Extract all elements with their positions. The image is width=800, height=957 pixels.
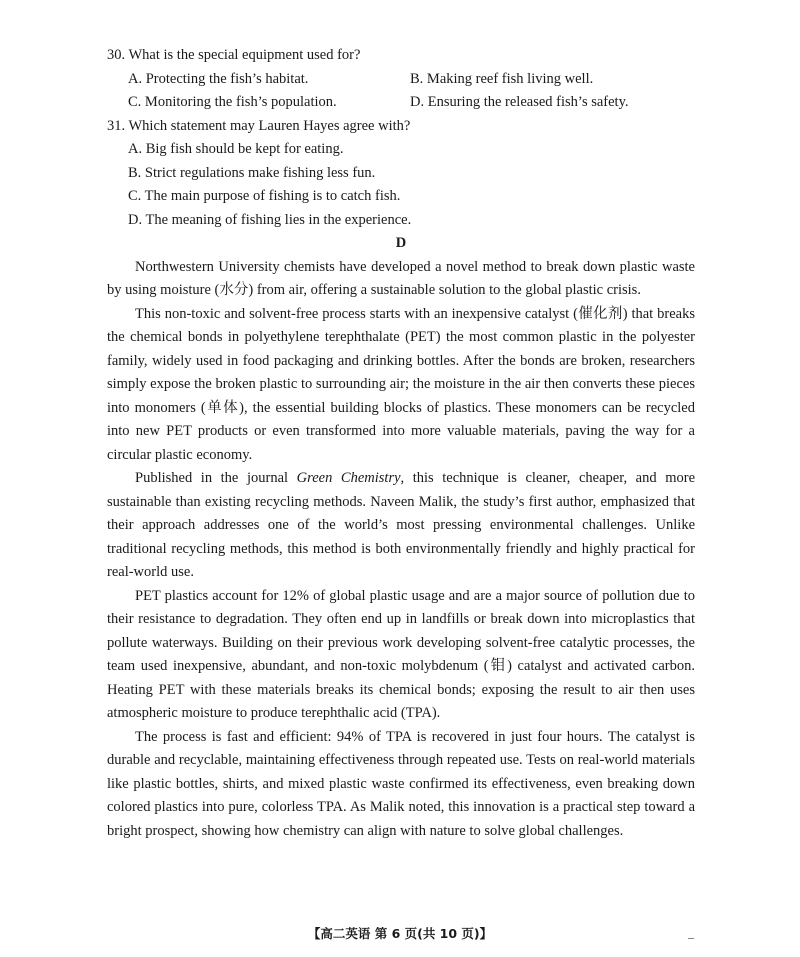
exam-page bbox=[107, 44, 695, 843]
q31-option-c: C. The main purpose of fishing is to catch fish. bbox=[128, 188, 401, 204]
paragraph-3-rest: , this technique is cleaner, cheaper, and more sustainable than existing recycling methods. Naveen Malik, the study’s first author, emphasized that their approach addresses one of the world’s most pressing environmental challenges. Unlike traditional recycling methods, this method is both environmentally friendly and highly practical for real-world use. bbox=[107, 470, 696, 580]
passage-letter: D bbox=[395, 235, 407, 251]
question-30-options-row-2 bbox=[107, 91, 695, 115]
q31-option-a: A. Big fish should be kept for eating. bbox=[128, 141, 344, 157]
q30-option-c: C. Monitoring the fish’s population. bbox=[128, 94, 337, 110]
paragraph-5: The process is fast and efficient: 94% of TPA is recovered in just four hours. The catalyst is durable and recyclable, maintaining effectiveness through repeated use. Tests on real-world materials like plastic bottles, shirts, and mixed plastic waste confirmed its effectiveness, even breaking down colored plastics into pure, colorless TPA. As Malik noted, this innovation is a practical step toward a bright prospect, showing how chemistry can align with nature to solve global challenges. bbox=[107, 728, 695, 839]
corner-mark: – bbox=[688, 930, 694, 944]
journal-name: Green Chemistry bbox=[296, 470, 401, 486]
q31-option-d: D. The meaning of fishing lies in the experience. bbox=[128, 211, 412, 228]
paragraph-3 bbox=[107, 467, 695, 585]
page-footer: 【高二英语 第 6 页(共 10 页)】 bbox=[307, 926, 493, 941]
question-31: 31. Which statement may Lauren Hayes agree with? bbox=[107, 117, 411, 134]
question-30: 30. What is the special equipment used for? bbox=[107, 47, 361, 63]
paragraph-4: PET plastics account for 12% of global plastic usage and are a major source of pollution due to their resistance to degradation. They often end up in landfills or break down into microplastics that pollute waterways. Building on their previous work developing solvent-free catalytic processes, the team used inexpensive, abundant, and non-toxic molybdenum (钼) catalyst and activated carbon. Heating PET with these materials breaks its chemical bonds; exposing the result to air then uses atmospheric moisture to produce terephthalic acid (TPA). bbox=[107, 587, 695, 721]
paragraph-2: This non-toxic and solvent-free process starts with an inexpensive catalyst (催化剂) that breaks the chemical bonds in polyethylene terephthalate (PET) the most common plastic in the polyester family, widely used in food packaging and drinking bottles. After the bonds are broken, researchers simply expose the broken plastic to surrounding air; the moisture in the air then converts these pieces into monomers (单体), the essential building blocks of plastics. These monomers can be recycled into new PET products or even transformed into more valuable materials, paving the way for a circular plastic economy. bbox=[107, 305, 695, 463]
paragraph-3-start: Published in the journal bbox=[135, 470, 297, 486]
q30-option-d: D. Ensuring the released fish’s safety. bbox=[410, 94, 629, 110]
q31-option-b: B. Strict regulations make fishing less fun. bbox=[128, 164, 376, 181]
question-30-options-row-1 bbox=[107, 68, 695, 92]
paragraph-1: Northwestern University chemists have developed a novel method to break down plastic waste by using moisture (水分) from air, offering a sustainable solution to the global plastic crisis. bbox=[107, 258, 695, 298]
q30-option-a: A. Protecting the fish’s habitat. bbox=[128, 70, 309, 87]
q30-option-b: B. Making reef fish living well. bbox=[410, 70, 594, 87]
